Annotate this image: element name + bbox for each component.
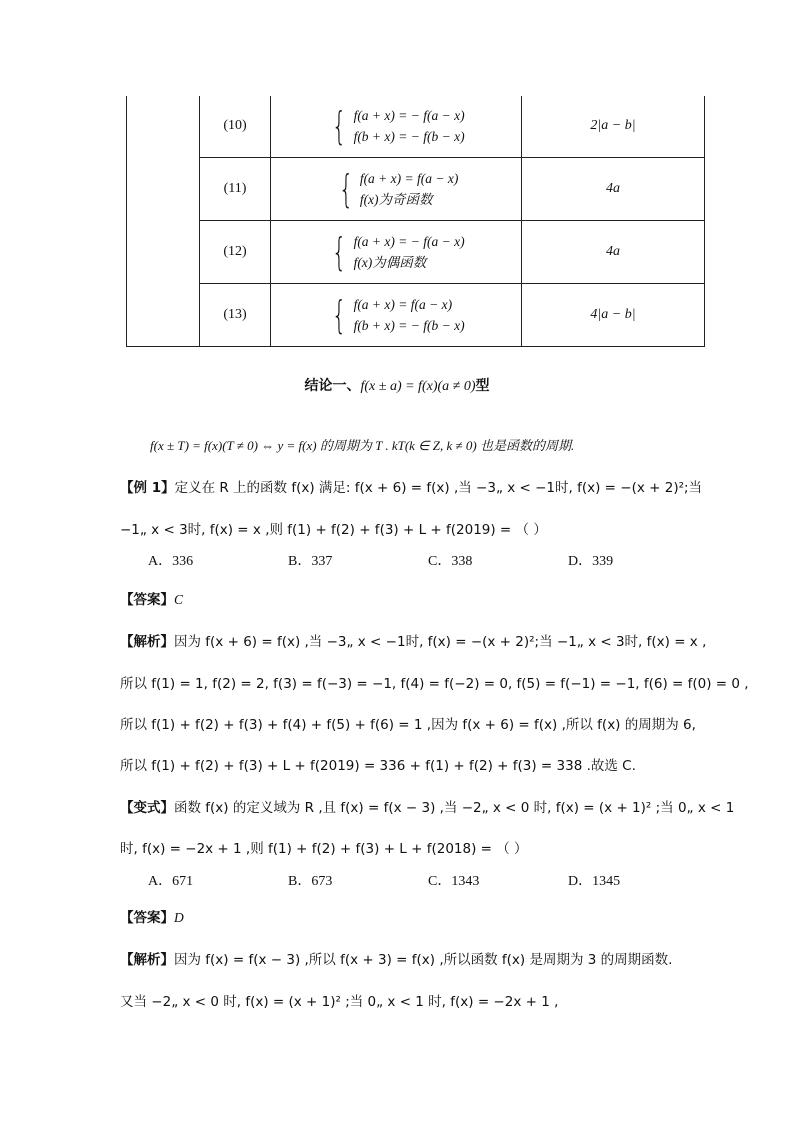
- period-cell: 4|a − b|: [522, 283, 705, 346]
- brace-icon: {: [332, 292, 347, 337]
- option-a: A．336: [148, 554, 194, 569]
- heading-prefix: 结论一、: [304, 378, 361, 394]
- row-number: (11): [200, 157, 271, 220]
- heading-suffix: 型: [475, 378, 490, 394]
- brace-icon: {: [332, 229, 347, 274]
- condition-cell: [271, 96, 522, 157]
- condition-eq: f(a + x) = f(a − x): [353, 296, 453, 312]
- option-d: D．1345: [568, 874, 621, 889]
- table-row: [127, 157, 705, 220]
- heading-math: f(x ± a) = f(x)(a ≠ 0): [360, 379, 476, 394]
- condition-eq: f(a + x) = − f(a − x): [353, 108, 465, 124]
- condition-eq: f(a + x) = − f(a − x): [353, 233, 465, 249]
- example1-answer: [120, 590, 183, 610]
- condition-cell: [271, 220, 522, 283]
- table-row: [127, 96, 705, 157]
- option-a: A．671: [148, 874, 194, 889]
- example-label: 【例 1】: [120, 480, 175, 496]
- variant-analysis-line1: [120, 950, 672, 970]
- option-c: C．338: [428, 554, 473, 569]
- table-row: [127, 220, 705, 283]
- variant-answer: [120, 908, 184, 928]
- period-rules-table: [126, 96, 705, 347]
- analysis-text: 因为 f(x) = f(x − 3) ,所以 f(x + 3) = f(x) ,所以函数 f(x) 是周期为 3 的周期函数.: [174, 952, 673, 968]
- answer-label: 【答案】: [120, 592, 174, 608]
- example-text: 定义在 R 上的函数 f(x) 满足: f(x + 6) = f(x) ,当 −3„ x < −1时, f(x) = −(x + 2)²;当: [174, 480, 703, 496]
- table-row: [127, 283, 705, 346]
- condition-eq: f(x)为奇函数: [359, 191, 433, 207]
- category-cell: [127, 96, 200, 346]
- conclusion-statement: f(x ± T) = f(x)(T ≠ 0) ⇔ y = f(x) 的周期为 T . kT(k ∈ Z, k ≠ 0) 也是函数的周期.: [150, 438, 575, 453]
- brace-icon: {: [338, 166, 353, 211]
- variant-line2: 时, f(x) = −2x + 1 ,则 f(1) + f(2) + f(3) + L + f(2018) = （ ）: [120, 841, 528, 857]
- analysis-label: 【解析】: [120, 952, 174, 968]
- example1-line1: [120, 478, 702, 498]
- example1-analysis-line4: 所以 f(1) + f(2) + f(3) + L + f(2019) = 336 + f(1) + f(2) + f(3) = 338 .故选 C.: [120, 758, 636, 774]
- answer-value: D: [174, 910, 184, 925]
- condition-eq: f(x)为偶函数: [353, 254, 427, 270]
- condition-cell: [271, 283, 522, 346]
- option-c: C．1343: [428, 874, 480, 889]
- row-number: (12): [200, 220, 271, 283]
- condition-cell: [271, 157, 522, 220]
- answer-label: 【答案】: [120, 910, 174, 926]
- example1-line2: −1„ x < 3时, f(x) = x ,则 f(1) + f(2) + f(3) + L + f(2019) = （ ）: [120, 522, 547, 538]
- condition-eq: f(b + x) = − f(b − x): [353, 317, 465, 333]
- row-number: (10): [200, 96, 271, 157]
- period-cell: 4a: [522, 220, 705, 283]
- period-cell: 4a: [522, 157, 705, 220]
- condition-eq: f(a + x) = f(a − x): [359, 170, 459, 186]
- option-b: B．337: [288, 554, 333, 569]
- condition-eq: f(b + x) = − f(b − x): [353, 129, 465, 145]
- brace-icon: {: [332, 104, 347, 149]
- example1-analysis-line2: 所以 f(1) = 1, f(2) = 2, f(3) = f(−3) = −1, f(4) = f(−2) = 0, f(5) = f(−1) = −1, f(6) = f(0) = 0 ,: [120, 676, 749, 692]
- analysis-label: 【解析】: [120, 634, 174, 650]
- answer-value: C: [174, 592, 184, 607]
- variant-analysis-line2: 又当 −2„ x < 0 时, f(x) = (x + 1)² ;当 0„ x < 1 时, f(x) = −2x + 1 ,: [120, 994, 559, 1010]
- example1-analysis-line1: [120, 632, 706, 652]
- conclusion-heading: [0, 376, 794, 397]
- variant-label: 【变式】: [120, 800, 174, 816]
- option-d: D．339: [568, 554, 614, 569]
- analysis-text: 因为 f(x + 6) = f(x) ,当 −3„ x < −1时, f(x) = −(x + 2)²;当 −1„ x < 3时, f(x) = x ,: [174, 634, 707, 650]
- period-cell: 2|a − b|: [522, 96, 705, 157]
- option-b: B．673: [288, 874, 333, 889]
- variant-text: 函数 f(x) 的定义域为 R ,且 f(x) = f(x − 3) ,当 −2„ x < 0 时, f(x) = (x + 1)² ;当 0„ x < 1: [174, 800, 735, 816]
- variant-line1: [120, 798, 734, 818]
- example1-analysis-line3: 所以 f(1) + f(2) + f(3) + f(4) + f(5) + f(6) = 1 ,因为 f(x + 6) = f(x) ,所以 f(x) 的周期为 6,: [120, 717, 696, 733]
- row-number: (13): [200, 283, 271, 346]
